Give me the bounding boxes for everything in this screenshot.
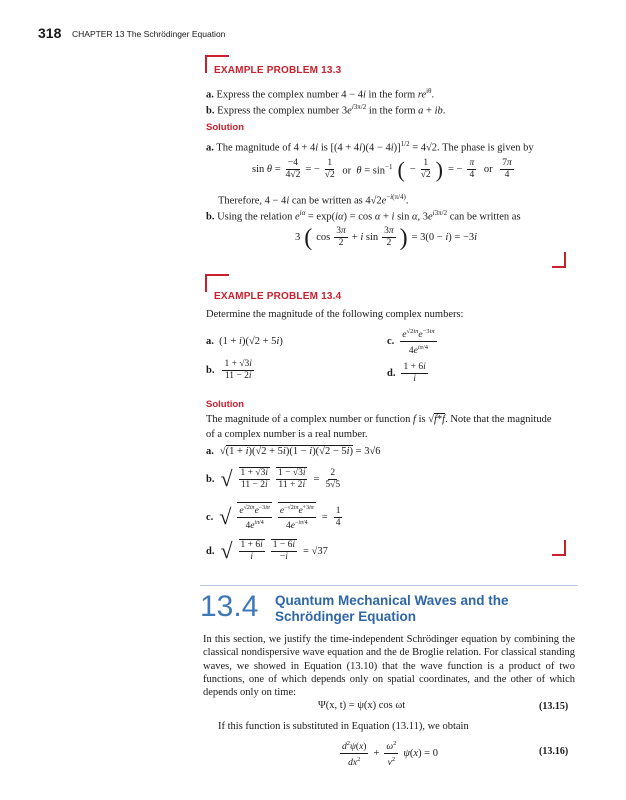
ex134-part-a: a. (1 + i)(√2 + 5i) <box>206 336 283 347</box>
section-divider <box>200 585 578 586</box>
section-number: 13.4 <box>200 590 259 623</box>
ex134-solution-d: d. √ $\frac{1 + 6i}{i}$ $\frac{1 - 6i}{-i}$ = √37 <box>206 538 328 563</box>
section-title: Quantum Mechanical Waves and the Schrödinger Equation <box>275 593 509 624</box>
equation-13-16: $\frac{d^2\psi(x)}{dx^2}$ + $\frac{\omega^2}{v^2}$ ψ(x) = 0 <box>342 740 438 769</box>
ex134-part-c: c. $\frac{e^{√2i\pi}e^{-3i\pi}}{4e^{i\pi/4}}$ <box>387 328 435 357</box>
ex133-result-equation: 3 ( cos $\frac{3\pi}{2}$ + i sin $\frac{3\pi}{2}$ ) = 3(0 − i) = −3i <box>295 224 478 251</box>
example-bracket-top <box>205 274 229 292</box>
example-13-4-title: EXAMPLE PROBLEM 13.4 <box>214 291 342 302</box>
equation-13-15: Ψ(x, t) = ψ(x) cos ωt <box>318 700 406 711</box>
page-number: 318 <box>38 25 62 41</box>
example-bracket-bottom <box>552 252 566 268</box>
ex134-solution-label: Solution <box>206 399 244 410</box>
ex134-solution-c: c. √ $\frac{e^{√2i\pi}e^{-3i\pi}}{4e^{i\pi/4}}$ $\frac{e^{-√2i\pi}e^{+3i\pi}}{4e^{-i\pi/4}}$ = $\frac{1}{4}$ <box>206 502 342 532</box>
ex133-solution-b: b. Using the relation $e^{i\alpha} = \exp(i\alpha) = \cos \alpha + i$ sin α, $3e^{i3\pi/2}$ can be written as <box>206 209 521 223</box>
equation-13-16-number: (13.16) <box>539 746 569 757</box>
ex134-part-b: b. $\frac{1 + √3i}{11 - 2i}$ <box>206 359 252 381</box>
ex134-part-d: d. $\frac{1 + 6i}{i}$ <box>387 362 426 384</box>
ex133-solution-label: Solution <box>206 122 244 133</box>
ex134-intro: Determine the magnitude of the following complex numbers: <box>206 309 464 320</box>
ex133-therefore: Therefore, 4 − 4i can be written as $4√2e^{-i(\pi/4)}$. <box>218 193 409 207</box>
ex134-solution-text-1: The magnitude of a complex number or function f is √f*f. Note that the magnitude <box>206 414 552 425</box>
ex133-solution-a: a. The magnitude of 4 + 4i is $[(4 + 4i)(4 - 4i)]^{1/2} = 4√2$. The phase is given by <box>206 140 534 154</box>
equation-13-15-number: (13.15) <box>539 701 569 712</box>
section-paragraph-2: If this function is substituted in Equation (13.11), we obtain <box>218 721 469 732</box>
example-13-3-title: EXAMPLE PROBLEM 13.3 <box>214 65 342 76</box>
example-bracket-bottom <box>552 540 566 556</box>
ex133-part-b: b. Express the complex number $3e^{i3\pi/2}$ in the form a + ib. <box>206 103 446 117</box>
running-header: CHAPTER 13 The Schrödinger Equation <box>72 29 226 39</box>
ex133-part-a: a. Express the complex number 4 − 4i in the form $re^{i\theta}$. <box>206 87 435 101</box>
ex133-phase-equation: sin θ = $\frac{-4}{4√2}$ = − $\frac{1}{√2}$ or $\theta = \sin^{-1}$ ( − $\frac{1}{√2}$ ) = − $\frac{\pi}{4}$ or $\frac{7\pi}{4}$ <box>252 156 512 182</box>
ex134-solution-text-2: of a complex number is a real number. <box>206 429 368 440</box>
section-paragraph-1: In this section, we justify the time-independent Schrödinger equation by combining the classical nondispersive wave equation and the de Broglie relation. For classical standing waves, we showed in Equation (13.10) that the wave function is a product of two functions, one of which depends only on spatial coordinates, and the other of which depends only on time: <box>203 634 575 699</box>
ex134-solution-b: b. √ $\frac{1 + √3i}{11 - 2i}$ $\frac{1 - √3i}{11 + 2i}$ = $\frac{2}{5√5}$ <box>206 466 341 491</box>
ex134-solution-a: a. √(1 + i)(√2 + 5i)(1 − i)(√2 − 5i) = 3√6 <box>206 446 381 457</box>
